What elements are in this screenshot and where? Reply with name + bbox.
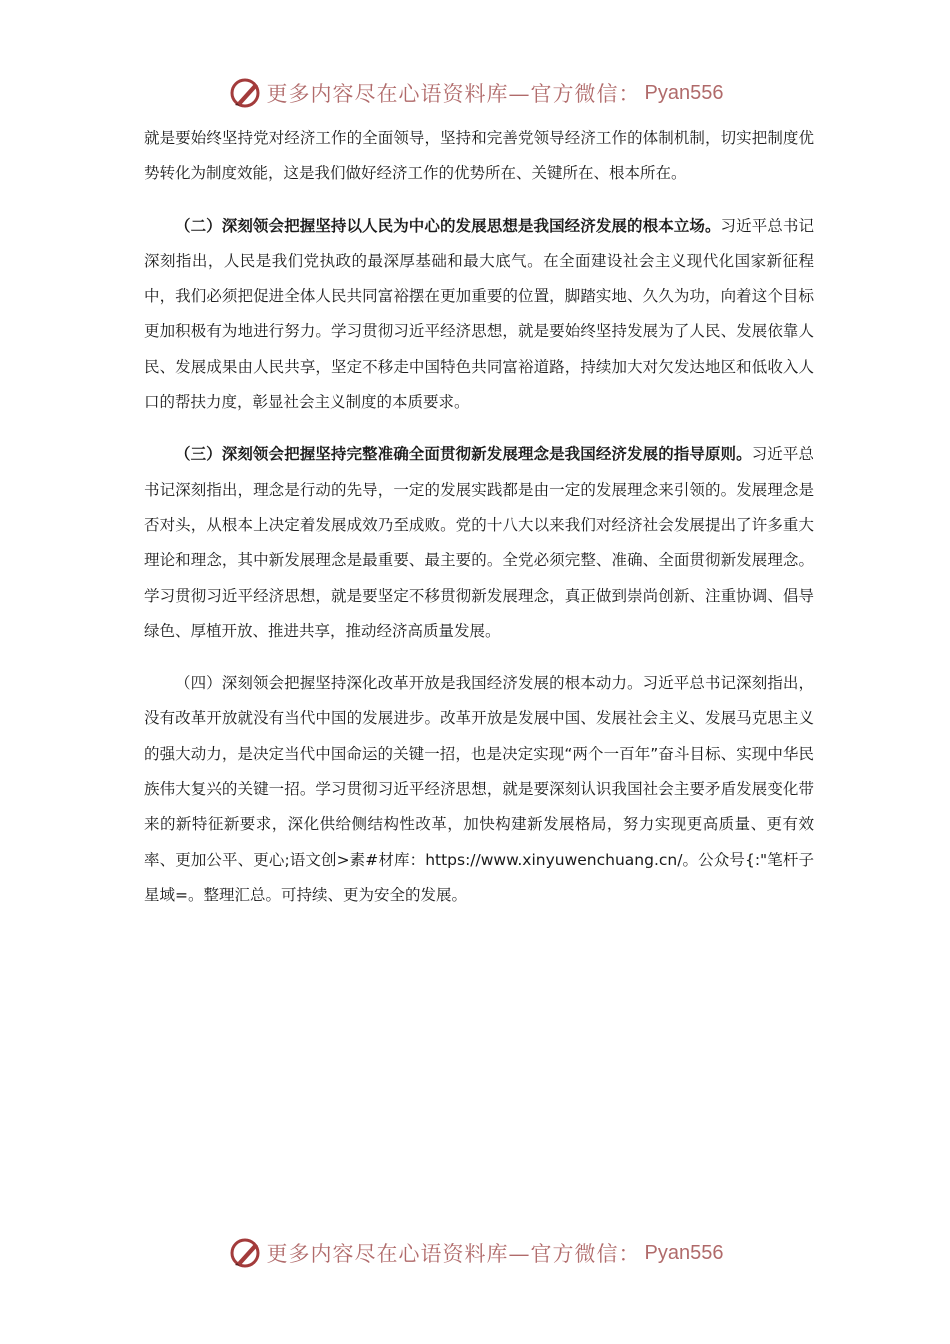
paragraph-2-text: 习近平总书记深刻指出，人民是我们党执政的最深厚基础和最大底气。在全面建设社会主义现代化国家新征程中，我们必须把促进全体人民共同富裕摆在更加重要的位置，脚踏实地、久久为功，向着这个目标更加积极有为地进行努力。学习贯彻习近平经济思想，就是要始终坚持发展为了人民、发展依靠人民、发展成果由人民共享，坚定不移走中国特色共同富裕道路，持续加大对欠发达地区和低收入人口的帮扶力度，彰显社会主义制度的本质要求。 xyxy=(144,216,814,412)
footer-banner xyxy=(0,1233,950,1273)
header-banner xyxy=(0,73,950,113)
paragraph-2 xyxy=(144,209,814,421)
paragraph-1-text: 就是要始终坚持党对经济工作的全面领导，坚持和完善党领导经济工作的体制机制，切实把制度优势转化为制度效能，这是我们做好经济工作的优势所在、关键所在、根本所在。 xyxy=(144,129,814,183)
pen-logo-icon xyxy=(227,1235,263,1271)
paragraph-3 xyxy=(144,437,814,649)
article-body xyxy=(144,121,814,930)
header-wechat-id: Pyan556 xyxy=(644,81,724,104)
header-text: 更多内容尽在心语资料库—官方微信： xyxy=(266,82,641,106)
pen-logo-icon xyxy=(227,75,263,111)
paragraph-3-text: 习近平总书记深刻指出，理念是行动的先导，一定的发展实践都是由一定的发展理念来引领的。发展理念是否对头，从根本上决定着发展成效乃至成败。党的十八大以来我们对经济社会发展提出了许多重大理论和理念，其中新发展理念是最重要、最主要的。全党必须完整、准确、全面贯彻新发展理念。学习贯彻习近平经济思想，就是要坚定不移贯彻新发展理念，真正做到崇尚创新、注重协调、倡导绿色、厚植开放、推进共享，推动经济高质量发展。 xyxy=(144,445,814,640)
footer-wechat-id: Pyan556 xyxy=(644,1241,724,1264)
paragraph-4 xyxy=(144,666,814,913)
paragraph-4-text: （四）深刻领会把握坚持深化改革开放是我国经济发展的根本动力。习近平总书记深刻指出，没有改革开放就没有当代中国的发展进步。改革开放是发展中国、发展社会主义、发展马克思主义的强大动力，是决定当代中国命运的关键一招，也是决定实现“两个一百年”奋斗目标、实现中华民族伟大复兴的关键一招。学习贯彻习近平经济思想，就是要深刻认识我国社会主要矛盾发展变化带来的新特征新要求，深化供给侧结构性改革，加快构建新发展格局，努力实现更高质量、更有效率、更加公平、更心;语文创>素#材库：https://www.xinyuwenchuang.cn/。公众号{:"笔杆子星域=。整理汇总。可持续、更为安全的发展。 xyxy=(144,674,814,904)
footer-text: 更多内容尽在心语资料库—官方微信： xyxy=(266,1242,641,1266)
paragraph-1 xyxy=(144,121,814,192)
paragraph-3-lead: （三）深刻领会把握坚持完整准确全面贯彻新发展理念是我国经济发展的指导原则。 xyxy=(175,445,752,464)
paragraph-2-lead: （二）深刻领会把握坚持以人民为中心的发展思想是我国经济发展的根本立场。 xyxy=(175,216,721,235)
